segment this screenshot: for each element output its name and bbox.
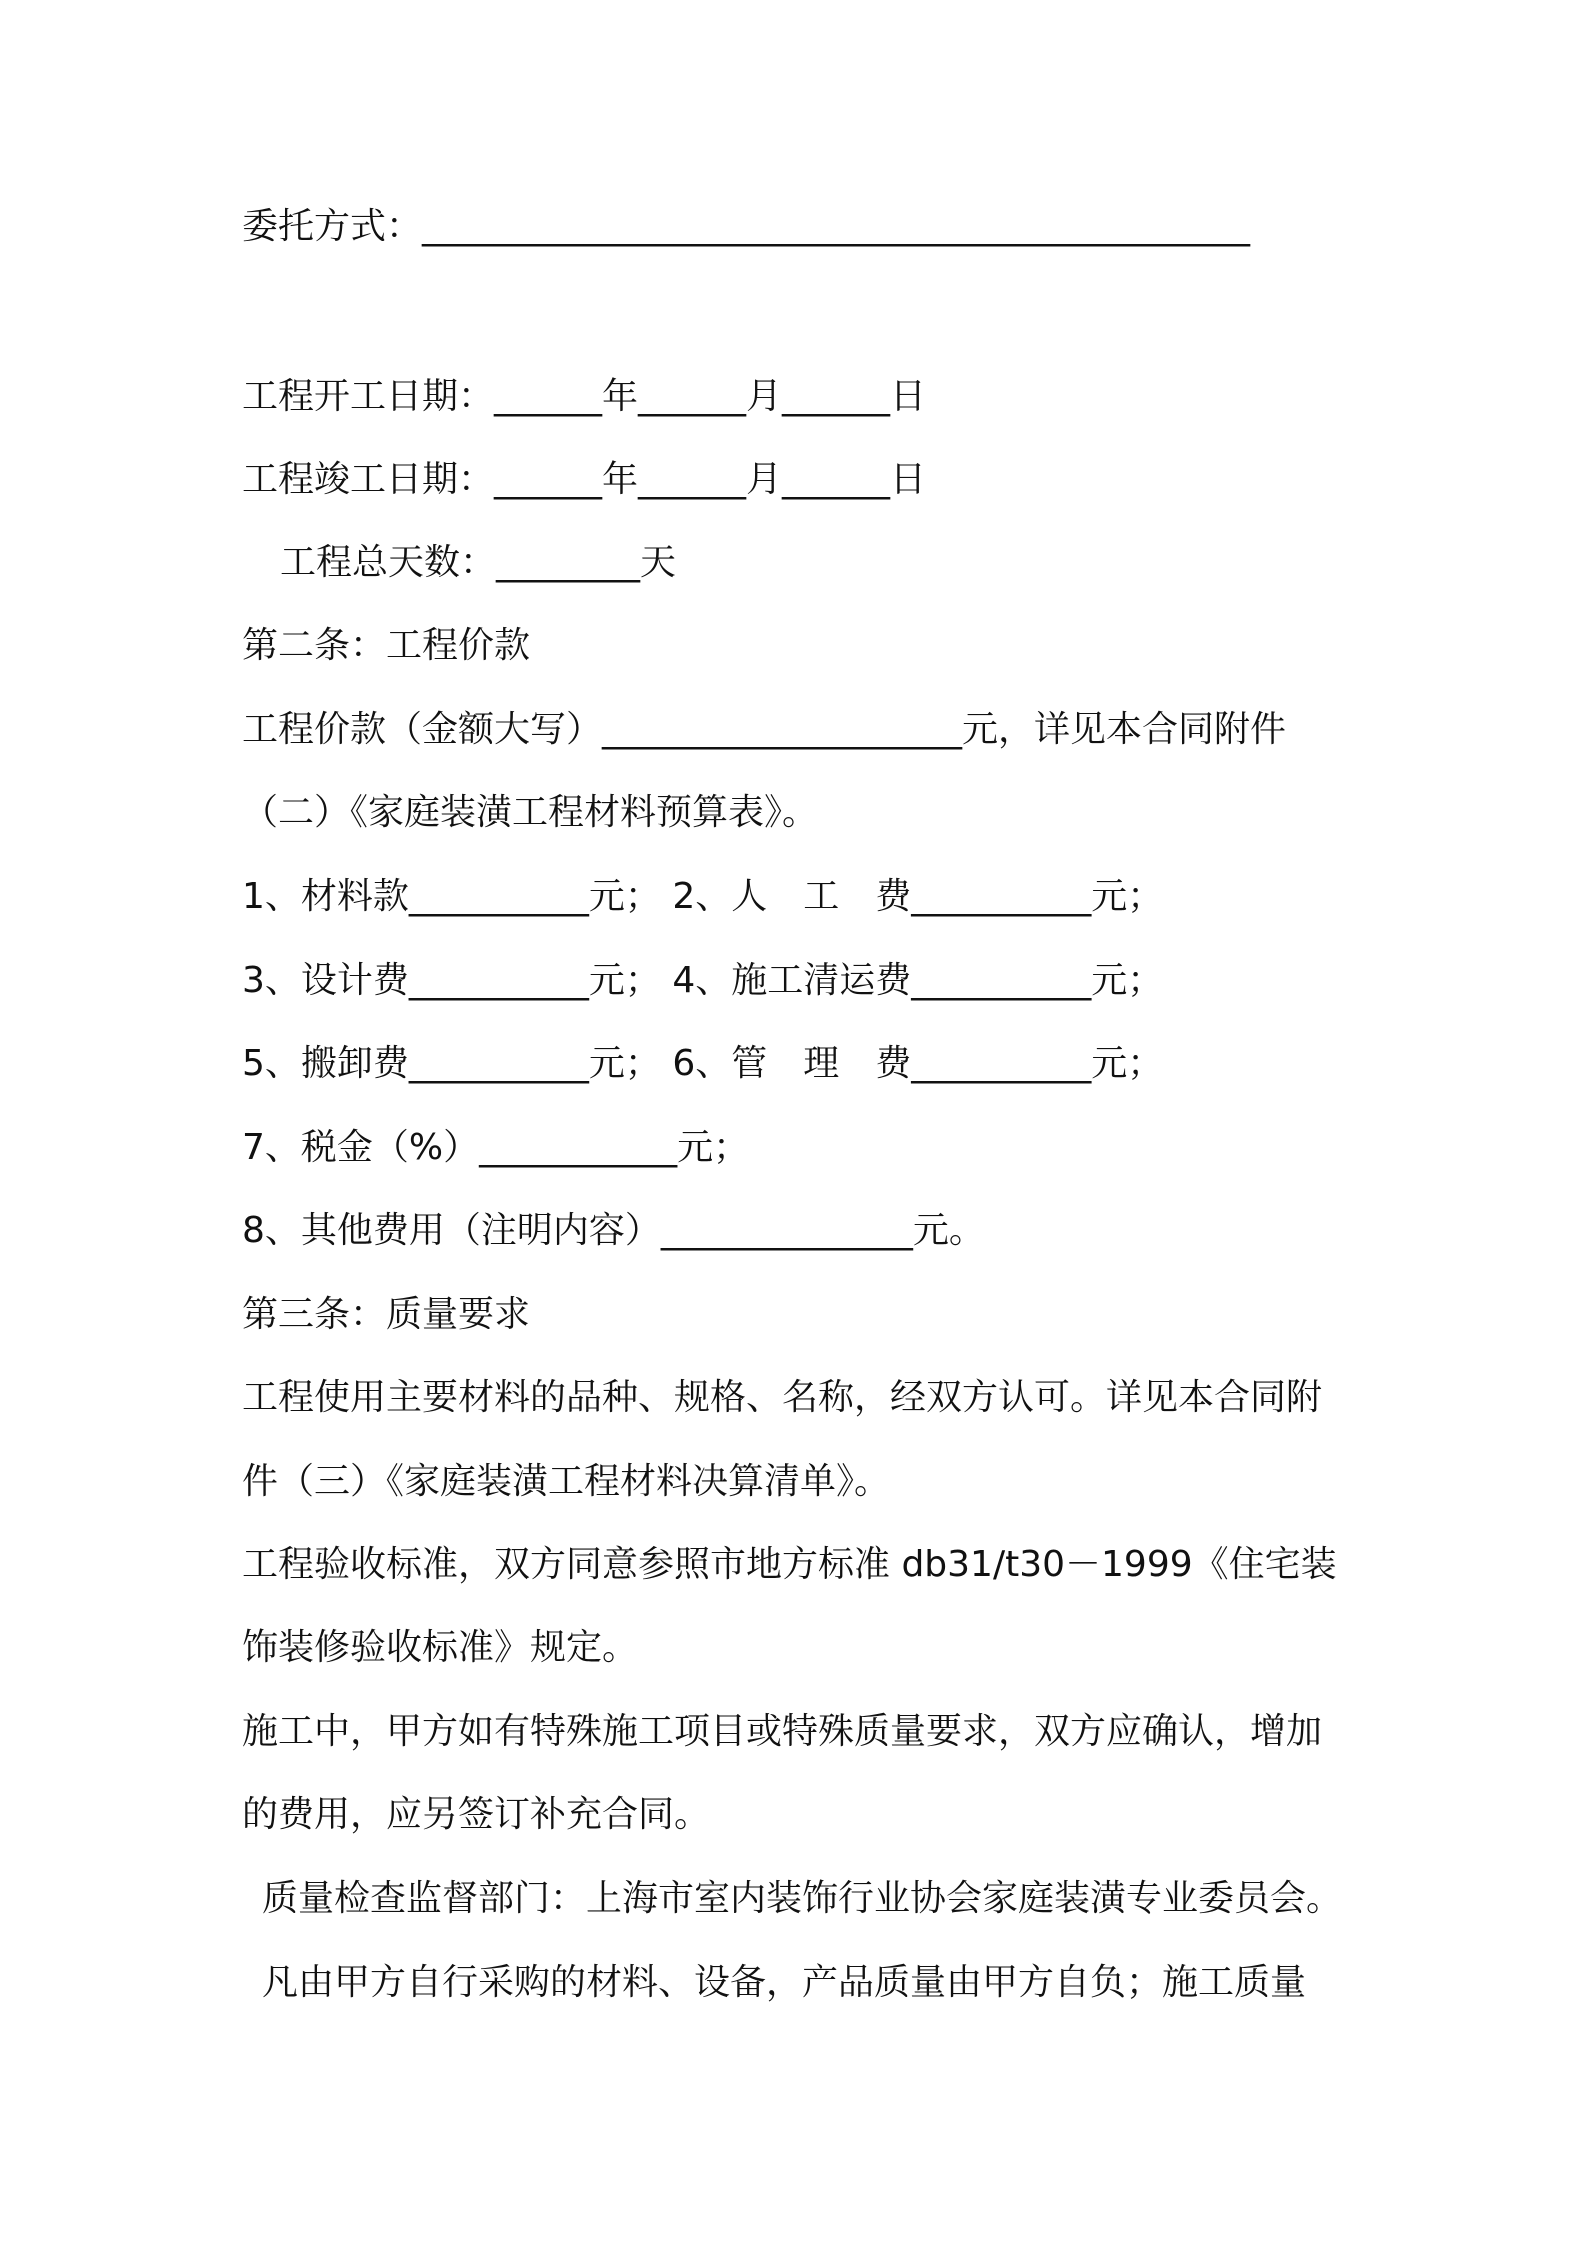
acceptance-standard-line-1: 工程验收标准，双方同意参照市地方标准 db31/t30－1999《住宅装	[242, 1544, 1337, 1585]
quality-responsibility-line: 凡由甲方自行采购的材料、设备，产品质量由甲方自负；施工质量	[262, 1962, 1307, 2003]
start-date-line: 工程开工日期：______年______月______日	[242, 376, 927, 417]
total-days-line: 工程总天数：________天	[280, 542, 677, 583]
completion-date-line: 工程竣工日期：______年______月______日	[242, 459, 927, 500]
fee-line-3-4: 3、设计费__________元； 4、施工清运费__________元；	[242, 960, 1164, 1001]
fee-line-5-6: 5、搬卸费__________元； 6、管 理 费__________元；	[242, 1043, 1164, 1084]
special-requirements-line-1: 施工中，甲方如有特殊施工项目或特殊质量要求，双方应确认，增加	[242, 1711, 1323, 1752]
acceptance-standard-line-2: 饰装修验收标准》规定。	[242, 1627, 639, 1668]
article-2-heading: 第二条：工程价款	[242, 625, 531, 666]
special-requirements-line-2: 的费用，应另签订补充合同。	[242, 1794, 711, 1835]
price-line-continued: （二）《家庭装潢工程材料预算表》。	[242, 792, 819, 833]
price-line: 工程价款（金额大写）____________________元，详见本合同附件	[242, 709, 1287, 750]
materials-paragraph-line-1: 工程使用主要材料的品种、规格、名称，经双方认可。详见本合同附	[242, 1377, 1323, 1418]
entrust-method-line: 委托方式：______________________________________________	[242, 206, 1251, 247]
supervision-department-line: 质量检查监督部门：上海市室内装饰行业协会家庭装潢专业委员会。	[262, 1878, 1343, 1919]
other-fees-line: 8、其他费用（注明内容）______________元。	[242, 1210, 985, 1251]
tax-line: 7、税金（%）___________元；	[242, 1127, 750, 1168]
article-3-heading: 第三条：质量要求	[242, 1294, 531, 1335]
fee-line-1-2: 1、材料款__________元； 2、人 工 费__________元；	[242, 876, 1164, 917]
materials-paragraph-line-2: 件（三）《家庭装潢工程材料决算清单》。	[242, 1461, 891, 1502]
